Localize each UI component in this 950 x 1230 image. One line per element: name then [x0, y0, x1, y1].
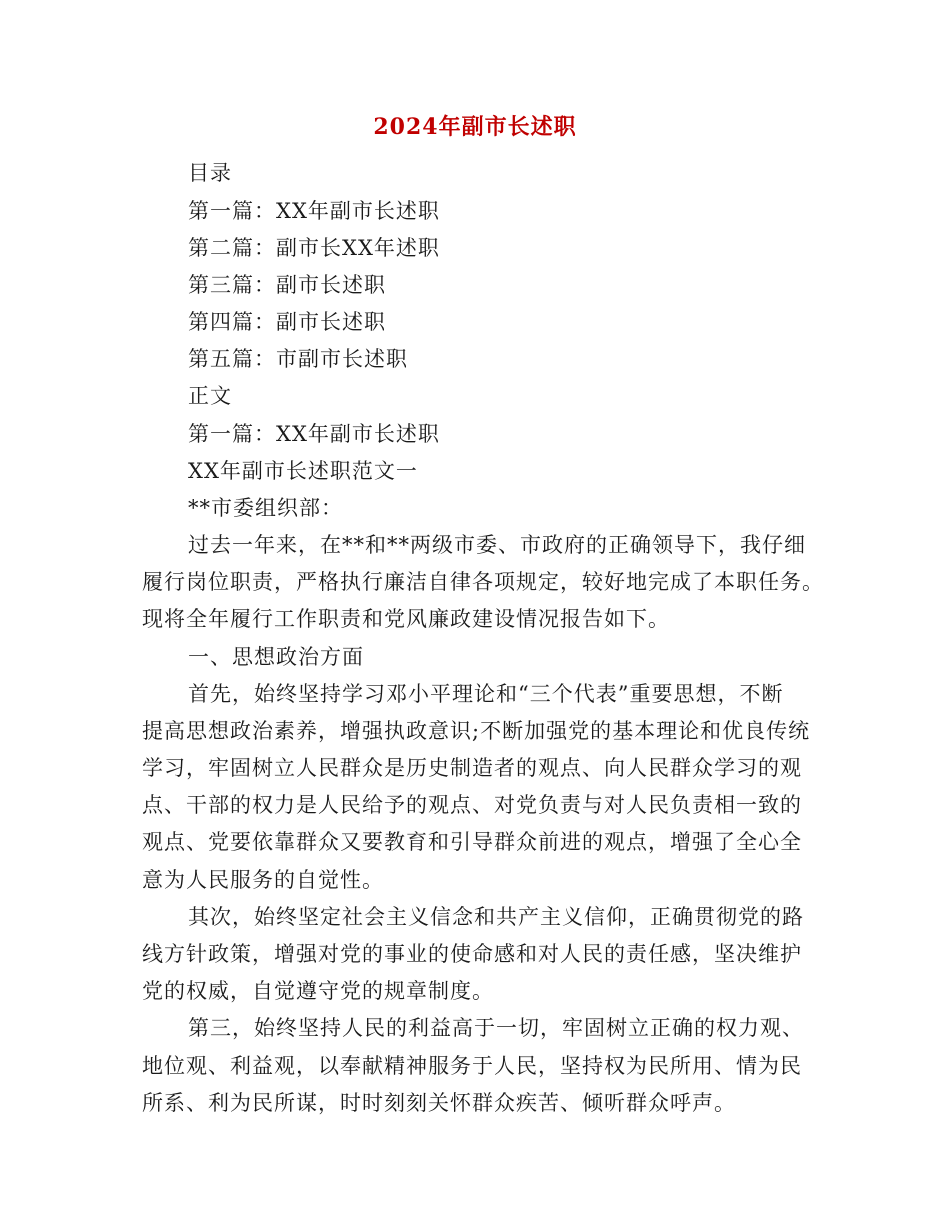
- paragraph-line: 其次，始终坚定社会主义信念和共产主义信仰，正确贯彻党的路: [188, 905, 804, 929]
- paragraph-line: 履行岗位职责，严格执行廉洁自律各项规定，较好地完成了本职任务。: [142, 570, 824, 594]
- paragraph-line: 过去一年来，在**和**两级市委、市政府的正确领导下，我仔细: [188, 533, 806, 557]
- salutation: **市委组织部：: [188, 496, 343, 520]
- body-heading: 正文: [188, 384, 232, 408]
- section-heading: 一、思想政治方面: [188, 645, 364, 669]
- toc-item: 第二篇：副市长XX年述职: [188, 236, 440, 260]
- paragraph-line: 所系、利为民所谋，时时刻刻关怀群众疾苦、倾听群众呼声。: [142, 1091, 736, 1115]
- toc-heading: 目录: [188, 161, 232, 185]
- paragraph-line: 党的权威，自觉遵守党的规章制度。: [142, 979, 494, 1003]
- document-title: 2024年副市长述职: [373, 114, 577, 140]
- toc-item: 第五篇：市副市长述职: [188, 347, 408, 371]
- toc-item: 第一篇：XX年副市长述职: [188, 199, 440, 223]
- paragraph-line: 首先，始终坚持学习邓小平理论和“三个代表”重要思想，不断: [188, 682, 784, 706]
- paragraph-line: 第三，始终坚持人民的利益高于一切，牢固树立正确的权力观、: [188, 1016, 804, 1040]
- paragraph-line: 提高思想政治素养，增强执政意识;不断加强党的基本理论和优良传统: [142, 719, 811, 743]
- paragraph-line: 线方针政策，增强对党的事业的使命感和对人民的责任感，坚决维护: [142, 942, 802, 966]
- subtitle: XX年副市长述职范文一: [188, 459, 418, 483]
- paragraph-line: 现将全年履行工作职责和党风廉政建设情况报告如下。: [142, 607, 670, 631]
- toc-item: 第四篇：副市长述职: [188, 310, 386, 334]
- paragraph-line: 学习，牢固树立人民群众是历史制造者的观点、向人民群众学习的观: [142, 756, 802, 780]
- chapter-title: 第一篇：XX年副市长述职: [188, 422, 440, 446]
- paragraph-line: 意为人民服务的自觉性。: [142, 868, 384, 892]
- paragraph-line: 地位观、利益观，以奉献精神服务于人民，坚持权为民所用、情为民: [142, 1054, 802, 1078]
- paragraph-line: 点、干部的权力是人民给予的观点、对党负责与对人民负责相一致的: [142, 793, 802, 817]
- paragraph-line: 观点、党要依靠群众又要教育和引导群众前进的观点，增强了全心全: [142, 830, 802, 854]
- toc-item: 第三篇：副市长述职: [188, 273, 386, 297]
